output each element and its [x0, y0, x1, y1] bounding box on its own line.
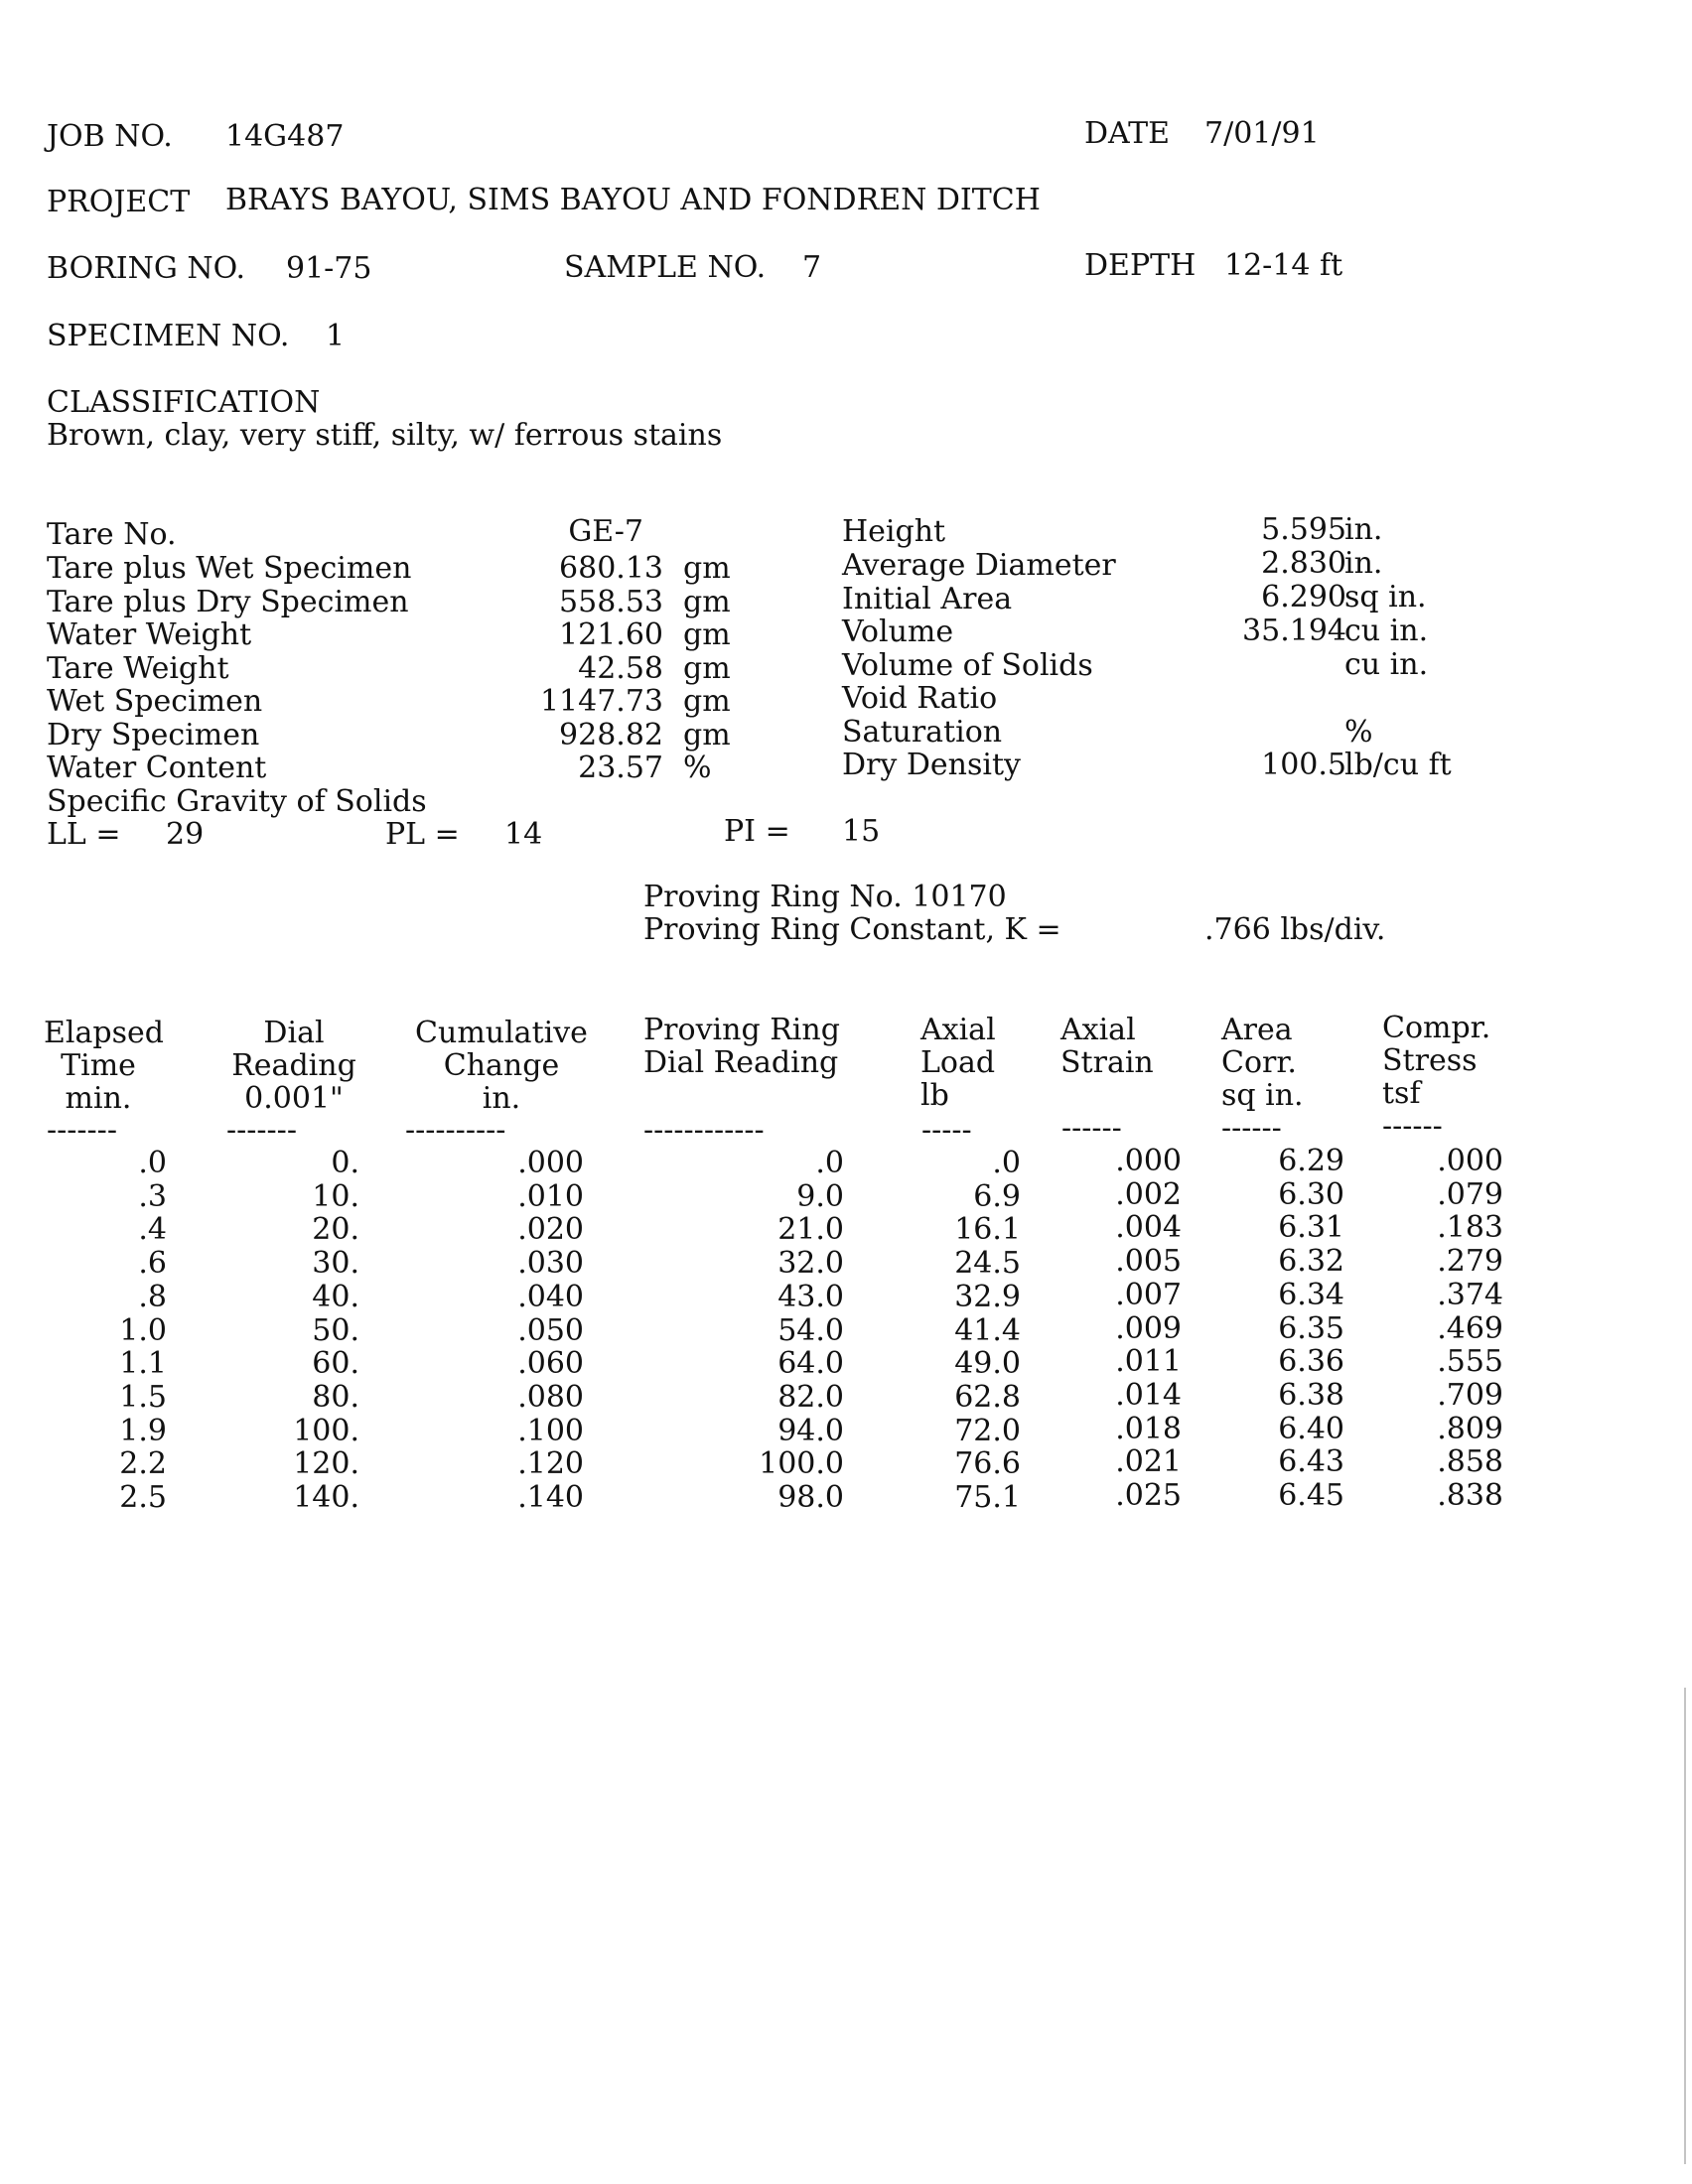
table-cell: 1.1	[119, 1346, 167, 1381]
prop-label: Volume	[842, 614, 954, 649]
table-cell: 1.0	[119, 1313, 167, 1348]
prop-label: Height	[842, 514, 946, 549]
table-cell: 6.32	[1278, 1244, 1344, 1279]
table-cell: .8	[138, 1280, 167, 1314]
prop-unit: gm	[683, 684, 731, 719]
table-cell: 6.38	[1278, 1378, 1344, 1413]
table-cell: .3	[138, 1179, 167, 1214]
dash-rule: -----	[921, 1113, 972, 1148]
prop-value: 1147.73	[539, 684, 663, 719]
prop-label: Average Diameter	[842, 548, 1116, 583]
pi-value: 15	[842, 814, 881, 849]
table-cell: .6	[138, 1246, 167, 1281]
table-cell: .000	[517, 1146, 584, 1180]
table-cell: 94.0	[777, 1414, 844, 1448]
date-label: DATE	[1084, 116, 1170, 151]
table-cell: .050	[517, 1313, 584, 1348]
table-cell: 0.	[331, 1146, 359, 1180]
prop-value: 35.194	[1242, 614, 1346, 648]
project-label: PROJECT	[47, 185, 191, 219]
table-cell: 24.5	[954, 1246, 1021, 1281]
table-cell: 120.	[293, 1446, 359, 1481]
prop-unit: gm	[683, 585, 731, 619]
job-no-value: 14G487	[225, 119, 345, 154]
table-cell: .040	[517, 1280, 584, 1314]
prop-unit: lb/cu ft	[1344, 748, 1452, 782]
table-cell: 80.	[312, 1380, 359, 1415]
table-cell: 6.9	[973, 1179, 1021, 1214]
table-cell: .120	[517, 1446, 584, 1481]
table-cell: 75.1	[954, 1480, 1021, 1515]
table-cell: 100.0	[759, 1446, 844, 1481]
col-header: Proving Ring	[643, 1013, 840, 1047]
col-header: Load	[920, 1045, 996, 1080]
col-header: Corr.	[1221, 1045, 1297, 1080]
col-header: Reading	[231, 1048, 356, 1083]
depth-value: 12-14 ft	[1224, 248, 1343, 283]
prop-label: Tare Weight	[47, 651, 229, 686]
dash-rule: ------	[1061, 1111, 1122, 1146]
table-row	[0, 1478, 1692, 1517]
table-cell: .469	[1437, 1311, 1503, 1346]
prop-unit: cu in.	[1344, 647, 1429, 682]
prop-label: Wet Specimen	[47, 684, 263, 719]
prop-unit: gm	[683, 651, 731, 686]
table-cell: .100	[517, 1414, 584, 1448]
prop-unit: gm	[683, 617, 731, 652]
prop-value: 121.60	[559, 617, 663, 652]
specimen-no-label: SPECIMEN NO.	[47, 319, 290, 353]
prop-label: Dry Density	[842, 748, 1021, 782]
table-cell: 6.31	[1278, 1210, 1344, 1245]
table-cell: .080	[517, 1380, 584, 1415]
specimen-no-value: 1	[326, 319, 346, 353]
project-value: BRAYS BAYOU, SIMS BAYOU AND FONDREN DITCH	[225, 183, 1041, 217]
prop-label: Dry Specimen	[47, 718, 260, 752]
col-header: Change	[443, 1048, 560, 1083]
table-cell: 2.2	[119, 1446, 167, 1481]
table-cell: .809	[1437, 1412, 1503, 1446]
col-header: Axial	[920, 1013, 996, 1047]
table-cell: .140	[517, 1480, 584, 1515]
table-cell: 98.0	[777, 1480, 844, 1515]
col-header: Dial	[263, 1016, 325, 1050]
proving-ring-constant-value: .766 lbs/div.	[1204, 912, 1386, 947]
table-cell: 20.	[312, 1212, 359, 1247]
date-value: 7/01/91	[1204, 116, 1320, 151]
col-header: Dial Reading	[643, 1045, 839, 1080]
job-no-label: JOB NO.	[47, 119, 173, 154]
col-header: Cumulative	[415, 1016, 588, 1050]
depth-label: DEPTH	[1084, 248, 1197, 283]
pi-label: PI =	[724, 814, 790, 849]
table-cell: .014	[1115, 1378, 1182, 1413]
prop-label: Void Ratio	[842, 681, 998, 716]
table-cell: 6.35	[1278, 1311, 1344, 1346]
prop-label: Specific Gravity of Solids	[47, 784, 427, 819]
table-cell: .0	[138, 1146, 167, 1180]
proving-ring-number: Proving Ring No. 10170	[643, 880, 1007, 914]
dash-rule: ----------	[405, 1113, 506, 1148]
table-cell: 62.8	[954, 1380, 1021, 1415]
table-cell: .021	[1115, 1444, 1182, 1479]
prop-value: 6.290	[1261, 580, 1346, 614]
table-cell: 2.5	[119, 1480, 167, 1515]
scan-edge-mark	[1684, 1688, 1686, 2164]
table-cell: .4	[138, 1212, 167, 1247]
table-cell: .002	[1115, 1177, 1182, 1212]
boring-no-value: 91-75	[286, 251, 372, 286]
table-cell: .020	[517, 1212, 584, 1247]
table-cell: .709	[1437, 1378, 1503, 1413]
pl-label: PL =	[385, 817, 460, 852]
col-header: in.	[482, 1081, 521, 1116]
col-header: Area	[1221, 1013, 1293, 1047]
table-cell: 6.34	[1278, 1278, 1344, 1312]
col-header: lb	[920, 1078, 949, 1113]
table-cell: 10.	[312, 1179, 359, 1214]
table-cell: .007	[1115, 1278, 1182, 1312]
table-cell: 76.6	[954, 1446, 1021, 1481]
table-cell: 32.9	[954, 1280, 1021, 1314]
ll-value: 29	[166, 817, 205, 852]
table-cell: 6.36	[1278, 1344, 1344, 1379]
table-cell: 54.0	[777, 1313, 844, 1348]
table-cell: .374	[1437, 1278, 1503, 1312]
table-cell: .279	[1437, 1244, 1503, 1279]
table-cell: 6.29	[1278, 1144, 1344, 1178]
prop-label: Tare plus Wet Specimen	[47, 551, 412, 586]
table-cell: .010	[517, 1179, 584, 1214]
col-header: Time	[61, 1048, 136, 1083]
prop-unit: %	[1344, 715, 1373, 750]
table-cell: .555	[1437, 1344, 1503, 1379]
table-cell: 40.	[312, 1280, 359, 1314]
table-cell: 49.0	[954, 1346, 1021, 1381]
table-cell: .018	[1115, 1412, 1182, 1446]
prop-value: 680.13	[559, 551, 663, 586]
table-cell: 21.0	[777, 1212, 844, 1247]
prop-value: 23.57	[578, 751, 663, 785]
prop-label: Tare plus Dry Specimen	[47, 585, 409, 619]
table-cell: 43.0	[777, 1280, 844, 1314]
dash-rule: ------------	[643, 1113, 765, 1148]
pl-value: 14	[504, 817, 543, 852]
col-header: Strain	[1060, 1045, 1154, 1080]
table-cell: 140.	[293, 1480, 359, 1515]
prop-value: 100.5	[1261, 748, 1346, 782]
table-cell: .838	[1437, 1478, 1503, 1513]
table-cell: .000	[1115, 1144, 1182, 1178]
table-cell: .000	[1437, 1144, 1503, 1178]
table-cell: .005	[1115, 1244, 1182, 1279]
prop-label: Volume of Solids	[842, 648, 1093, 683]
table-cell: 1.5	[119, 1380, 167, 1415]
col-header: Stress	[1382, 1043, 1478, 1078]
dash-rule: ------	[1382, 1109, 1443, 1144]
table-cell: .183	[1437, 1210, 1503, 1245]
col-header: min.	[65, 1081, 132, 1116]
prop-value: GE-7	[568, 514, 643, 549]
prop-label: Water Weight	[47, 617, 252, 652]
boring-no-label: BORING NO.	[47, 251, 246, 286]
classification-value: Brown, clay, very stiff, silty, w/ ferrous stains	[47, 418, 723, 453]
table-cell: 72.0	[954, 1414, 1021, 1448]
prop-value: 558.53	[559, 585, 663, 619]
table-cell: 100.	[293, 1414, 359, 1448]
prop-label: Initial Area	[842, 582, 1013, 616]
prop-unit: %	[683, 751, 712, 785]
col-header: sq in.	[1221, 1078, 1304, 1113]
ll-label: LL =	[47, 817, 121, 852]
col-header: Compr.	[1382, 1011, 1491, 1045]
proving-ring-constant-label: Proving Ring Constant, K =	[643, 912, 1061, 947]
prop-unit: gm	[683, 551, 731, 586]
sample-no-value: 7	[802, 250, 822, 285]
table-cell: 6.43	[1278, 1444, 1344, 1479]
prop-label: Tare No.	[47, 517, 177, 552]
table-cell: .079	[1437, 1177, 1503, 1212]
table-cell: 30.	[312, 1246, 359, 1281]
table-cell: 1.9	[119, 1414, 167, 1448]
prop-unit: sq in.	[1344, 580, 1427, 614]
table-cell: .025	[1115, 1478, 1182, 1513]
table-cell: 41.4	[954, 1313, 1021, 1348]
prop-label: Water Content	[47, 751, 267, 785]
table-cell: 60.	[312, 1346, 359, 1381]
table-cell: 6.30	[1278, 1177, 1344, 1212]
table-cell: .060	[517, 1346, 584, 1381]
prop-unit: in.	[1344, 546, 1383, 581]
dash-rule: ------	[1221, 1111, 1282, 1146]
col-header: Axial	[1060, 1013, 1136, 1047]
prop-unit: in.	[1344, 512, 1383, 547]
table-cell: .0	[815, 1146, 844, 1180]
prop-value: 928.82	[559, 718, 663, 752]
table-cell: 16.1	[954, 1212, 1021, 1247]
prop-label: Saturation	[842, 715, 1003, 750]
prop-value: 42.58	[578, 651, 663, 686]
classification-label: CLASSIFICATION	[47, 385, 321, 420]
prop-value: 2.830	[1261, 546, 1346, 581]
table-cell: 6.40	[1278, 1412, 1344, 1446]
dash-rule: -------	[47, 1113, 117, 1148]
table-cell: 82.0	[777, 1380, 844, 1415]
table-cell: 64.0	[777, 1346, 844, 1381]
table-cell: .011	[1115, 1344, 1182, 1379]
table-cell: 32.0	[777, 1246, 844, 1281]
prop-unit: cu in.	[1344, 614, 1429, 648]
table-cell: .004	[1115, 1210, 1182, 1245]
col-header: tsf	[1382, 1076, 1421, 1111]
prop-value: 5.595	[1261, 512, 1346, 547]
table-cell: 9.0	[796, 1179, 844, 1214]
table-cell: .009	[1115, 1311, 1182, 1346]
sample-no-label: SAMPLE NO.	[564, 250, 767, 285]
prop-unit: gm	[683, 718, 731, 752]
table-cell: .030	[517, 1246, 584, 1281]
table-cell: .0	[992, 1146, 1021, 1180]
table-cell: .858	[1437, 1444, 1503, 1479]
col-header: 0.001"	[244, 1081, 344, 1116]
table-cell: 6.45	[1278, 1478, 1344, 1513]
table-cell: 50.	[312, 1313, 359, 1348]
dash-rule: -------	[226, 1113, 297, 1148]
col-header: Elapsed	[44, 1016, 164, 1050]
